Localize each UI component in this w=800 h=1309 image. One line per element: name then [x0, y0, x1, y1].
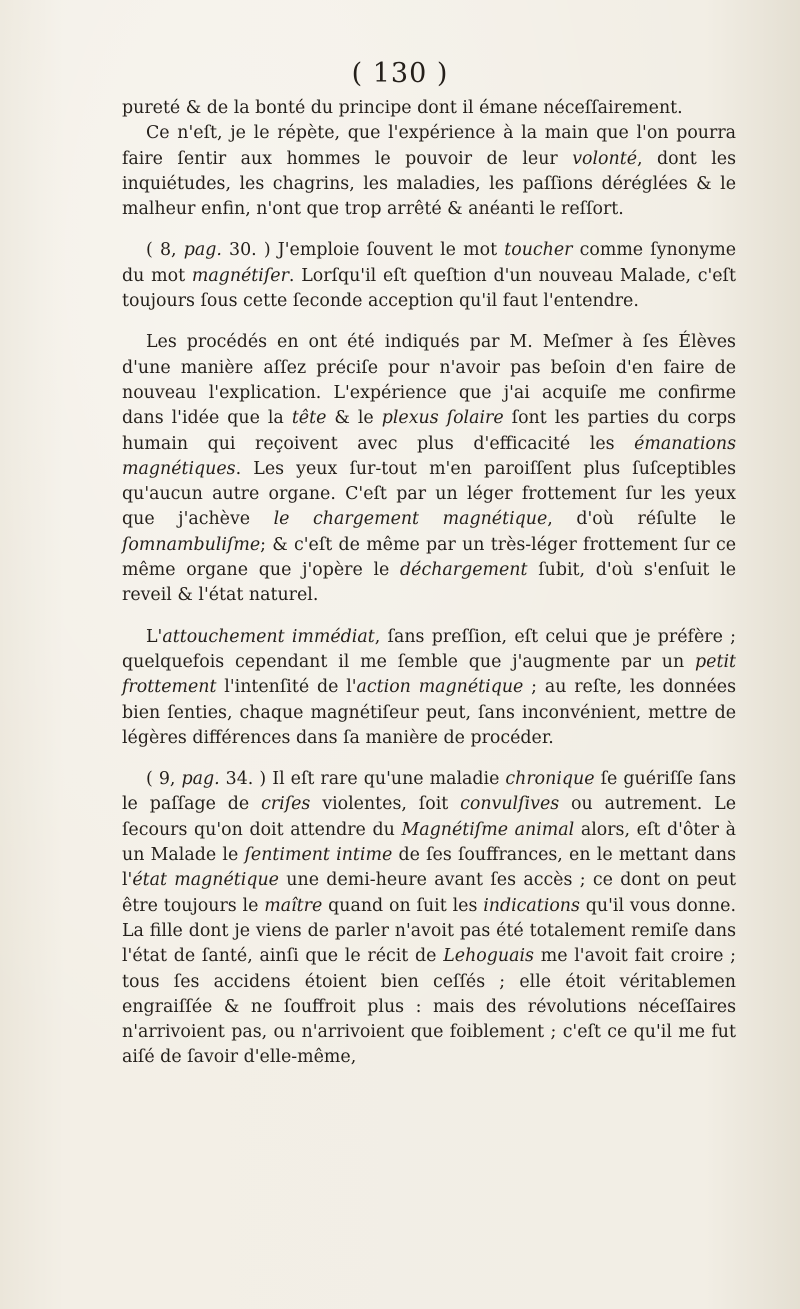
text-run: L'	[146, 626, 163, 647]
text-run: qu'il vous donne. La fille dont je viens de parler n'avoit pas été totalement remiſe dans l'état de ſanté, ainſi que le récit de	[122, 895, 736, 967]
italic-text: magnétiſer	[191, 265, 289, 286]
italic-text: pag.	[181, 769, 220, 790]
italic-text: volonté	[572, 148, 637, 169]
text-run: ſubit, d'où s'enſuit le reveil & l'état naturel.	[122, 560, 736, 606]
text-run: me l'avoit fait croire ; tous ſes accidens étoient bien ceſſés ; elle étoit véritablemen engraiſſée & ne ſouffroit plus : mais des révolutions néceſſaires n'arrivoient pas, ou n'arrivoient que foiblement ; c'eſt ce qu'il me fut aiſé de ſavoir d'elle-même,	[122, 946, 736, 1068]
text-run: . Les yeux ſur-tout m'en paroiſſent plus ſuſceptibles qu'aucun autre organe. C'eſt par un léger frottement ſur les yeux que j'achève	[122, 458, 736, 530]
text-run: ſont les parties du corps humain qui reçoivent avec plus d'efficacité les	[122, 408, 737, 454]
text-run: , d'où réſulte le	[547, 509, 736, 530]
italic-text: toucher	[504, 240, 573, 261]
italic-text: plexus ſolaire	[381, 408, 504, 429]
text-run: ou autrement. Le ſecours qu'on doit attendre du	[122, 794, 736, 840]
text-run: Les procédés en ont été indiqués par M. Meſmer à ſes Élèves d'une manière aſſez préciſe pour n'avoir pas beſoin d'en faire de nouveau l'explication. L'expérience que j'ai acquiſe me confirme dans l'idée que la	[122, 332, 736, 429]
text-run: ( 8,	[146, 240, 184, 261]
text-run: 34. ) Il eſt rare qu'une maladie	[219, 769, 506, 790]
italic-text: action magnétique	[356, 677, 524, 698]
italic-text: émanations magnétiques	[122, 433, 736, 479]
italic-text: chronique	[505, 769, 595, 790]
note-8	[122, 238, 736, 314]
text-run: , dont les inquiétudes, les chagrins, les maladies, les paſſions déréglées & le malheur enfin, n'ont que trop arrêté & anéanti le reſſort.	[122, 148, 736, 220]
italic-text: indications	[483, 895, 580, 916]
text-run: ( 9,	[146, 769, 182, 790]
italic-text: maître	[264, 895, 323, 916]
text-run: l'intenſité de l'	[216, 677, 357, 698]
italic-text: tête	[291, 408, 327, 429]
italic-text: criſes	[261, 794, 311, 815]
paragraph-continuation	[122, 96, 736, 121]
text-run: de ſes ſouffrances, en le mettant dans l'	[122, 845, 737, 891]
italic-text: ſentiment intime	[244, 845, 393, 866]
italic-text: déchargement	[400, 560, 528, 581]
italic-text: état magnétique	[132, 870, 279, 891]
note-9	[122, 767, 736, 1071]
italic-text: le chargement magnétique	[273, 509, 548, 530]
text-run: pureté & de la bonté du principe dont il émane néceſſairement.	[122, 98, 683, 118]
text-run: une demi-heure avant ſes accès ; ce dont on peut être toujours le	[122, 870, 736, 916]
text-run: ; au reſte, les données bien ſenties, chaque magnétiſeur peut, ſans inconvénient, mettre de légères différences dans ſa manière de procéder.	[122, 677, 736, 748]
text-run: Ce n'eſt, je le répète, que l'expérience à la main que l'on pourra faire ſentir aux hommes le pouvoir de leur	[122, 123, 736, 169]
text-run: ſe guériſſe ſans le paſſage de	[122, 769, 736, 815]
text-body	[122, 96, 736, 1071]
paragraph-procedures	[122, 330, 736, 608]
italic-text: attouchement immédiat	[162, 626, 375, 647]
text-run: violentes, ſoit	[310, 794, 461, 815]
paragraph-attouchement	[122, 625, 736, 751]
italic-text: petit frottement	[122, 651, 736, 698]
italic-text: Lehoguais	[443, 946, 534, 967]
text-run: 30. ) J'emploie ſouvent le mot	[221, 240, 505, 261]
text-run: . Lorſqu'il eſt queſtion d'un nouveau Malade, c'eſt toujours ſous cette ſeconde acception qu'il faut l'entendre.	[122, 265, 736, 312]
text-run: , ſans preſſion, eſt celui que je préfère ; quelquefois cependant il me ſemble que j'augmente par un	[122, 626, 736, 672]
text-run: comme ſynonyme du mot	[122, 240, 737, 286]
text-run: quand on ſuit les	[322, 895, 484, 916]
page-number: ( 130 )	[351, 58, 449, 89]
text-run: alors, eſt d'ôter à un Malade le	[122, 819, 736, 866]
text-run: ; & c'eſt de même par un très-léger frottement ſur ce même organe que j'opère le	[122, 534, 736, 581]
italic-text: pag.	[183, 240, 222, 261]
paragraph-experience	[122, 121, 736, 222]
italic-text: Magnétiſme animal	[401, 819, 575, 840]
italic-text: convulſives	[460, 794, 560, 815]
text-run: & le	[326, 408, 382, 429]
italic-text: ſomnambuliſme	[122, 534, 261, 555]
